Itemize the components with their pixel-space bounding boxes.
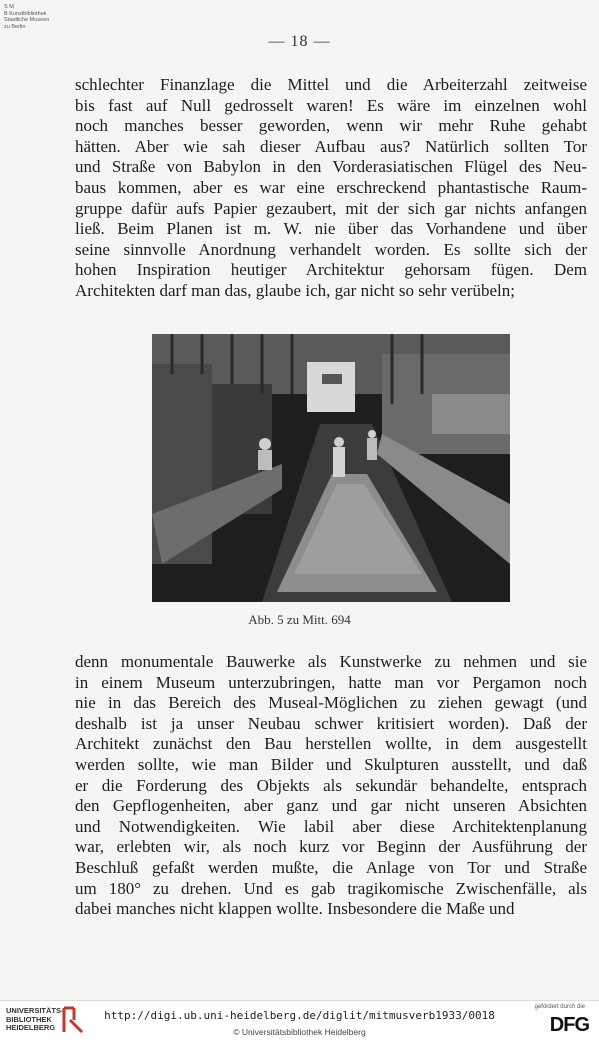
funding-note: gefördert durch die xyxy=(534,1004,585,1010)
dfg-logo[interactable]: DFG xyxy=(549,1014,589,1036)
text-line: werden sollte, wie man Bilder und Skulpturen ausstellt, und daß xyxy=(75,754,587,774)
text-line: und Straße von Babylon in den Vorderasiatischen Flügel des Neu- xyxy=(75,157,587,177)
logo-line: BIBLIOTHEK xyxy=(6,1014,52,1024)
copyright-note: © Universitätsbibliothek Heidelberg xyxy=(233,1027,366,1037)
logo-line: UNIVERSITÄTS- xyxy=(6,1006,64,1015)
text-line: Architekt zunächst den Bau herstellen wollte, in dem ausgestellt xyxy=(75,734,587,754)
stamp-line: Staatliche Museen xyxy=(4,17,50,23)
permalink-url[interactable]: http://digi.ub.uni-heidelberg.de/diglit/mitmusverb1933/0018 xyxy=(104,1009,495,1022)
stamp-line: zu Berlin xyxy=(4,23,26,30)
viewer-footer xyxy=(0,1000,599,1043)
text-line: dabei manches nicht klappen wollte. Insbesondere die Maße und xyxy=(75,899,515,919)
text-line: seine sinnvolle Anordnung verhandelt worden. Es sollte sich der xyxy=(75,239,587,259)
library-stamp xyxy=(4,4,49,30)
text-line: Architekten darf man das, glaube ich, gar nicht so sehr verübeln; xyxy=(75,280,515,300)
text-line: Beschluß gefaßt werden mußte, die Anlage von Tor und Straße xyxy=(75,857,587,877)
figure-caption: Abb. 5 zu Mitt. 694 xyxy=(248,612,351,627)
text-line: in einem Museum unterzubringen, hatte man vor Pergamon noch xyxy=(75,672,587,692)
stamp-line: S M xyxy=(4,4,14,10)
text-line: hätten. Aber wie sah dieser Aufbau aus? Natürlich sollten Tor xyxy=(75,136,587,156)
stamp-line: B Kunstbibliothek xyxy=(4,10,47,17)
page-number: — 18 — xyxy=(268,33,331,50)
text-line: deshalb ist ja unser Neubau schwer kritisiert worden). Daß der xyxy=(75,713,587,733)
text-line: ließ. Beim Planen ist m. W. nie über das Vorhandene und über xyxy=(75,219,587,239)
text-line: bis fast auf Null gedrosselt waren! Es wäre im einzelnen wohl xyxy=(75,95,587,115)
paragraph-top xyxy=(75,75,587,302)
text-line: hohen Inspiration heutiger Architektur gehorsam fügen. Dem xyxy=(75,260,587,280)
text-line: um 180° zu drehen. Und es gab tragikomische Zwischenfälle, als xyxy=(75,878,587,898)
text-line: noch manches besser geworden, wenn wir mehr Ruhe gehabt xyxy=(75,116,587,136)
text-line: denn monumentale Bauwerke als Kunstwerke zu nehmen und sie xyxy=(75,652,587,671)
text-line: baus kommen, aber es war eine erschreckend phantastische Raum- xyxy=(75,177,587,197)
text-line: er die Forderung des Objekts als sekundär behandelte, entsprach xyxy=(75,775,587,795)
text-line: schlechter Finanzlage die Mittel und die Arbeiterzahl zeitweise xyxy=(75,75,587,94)
text-line: gruppe dafür aufs Papier gezaubert, mit der sich gar nichts anfangen xyxy=(75,198,587,218)
paragraph-bottom xyxy=(75,652,587,920)
logo-line: HEIDELBERG xyxy=(6,1023,56,1032)
text-line: den Gepflogenheiten, aber ganz und gar nicht unseren Absichten xyxy=(75,796,587,816)
text-line: war, erlebten wir, als noch kurz vor Beginn der Ausführung der xyxy=(75,837,587,857)
text-line: und Notwendigkeiten. Wie labil aber diese Architektenplanung xyxy=(75,816,587,836)
museum-workshop-photo xyxy=(152,334,510,602)
text-line: nie in das Bereich des Museal-Möglichen zu ziehen gewagt (und xyxy=(75,693,587,713)
